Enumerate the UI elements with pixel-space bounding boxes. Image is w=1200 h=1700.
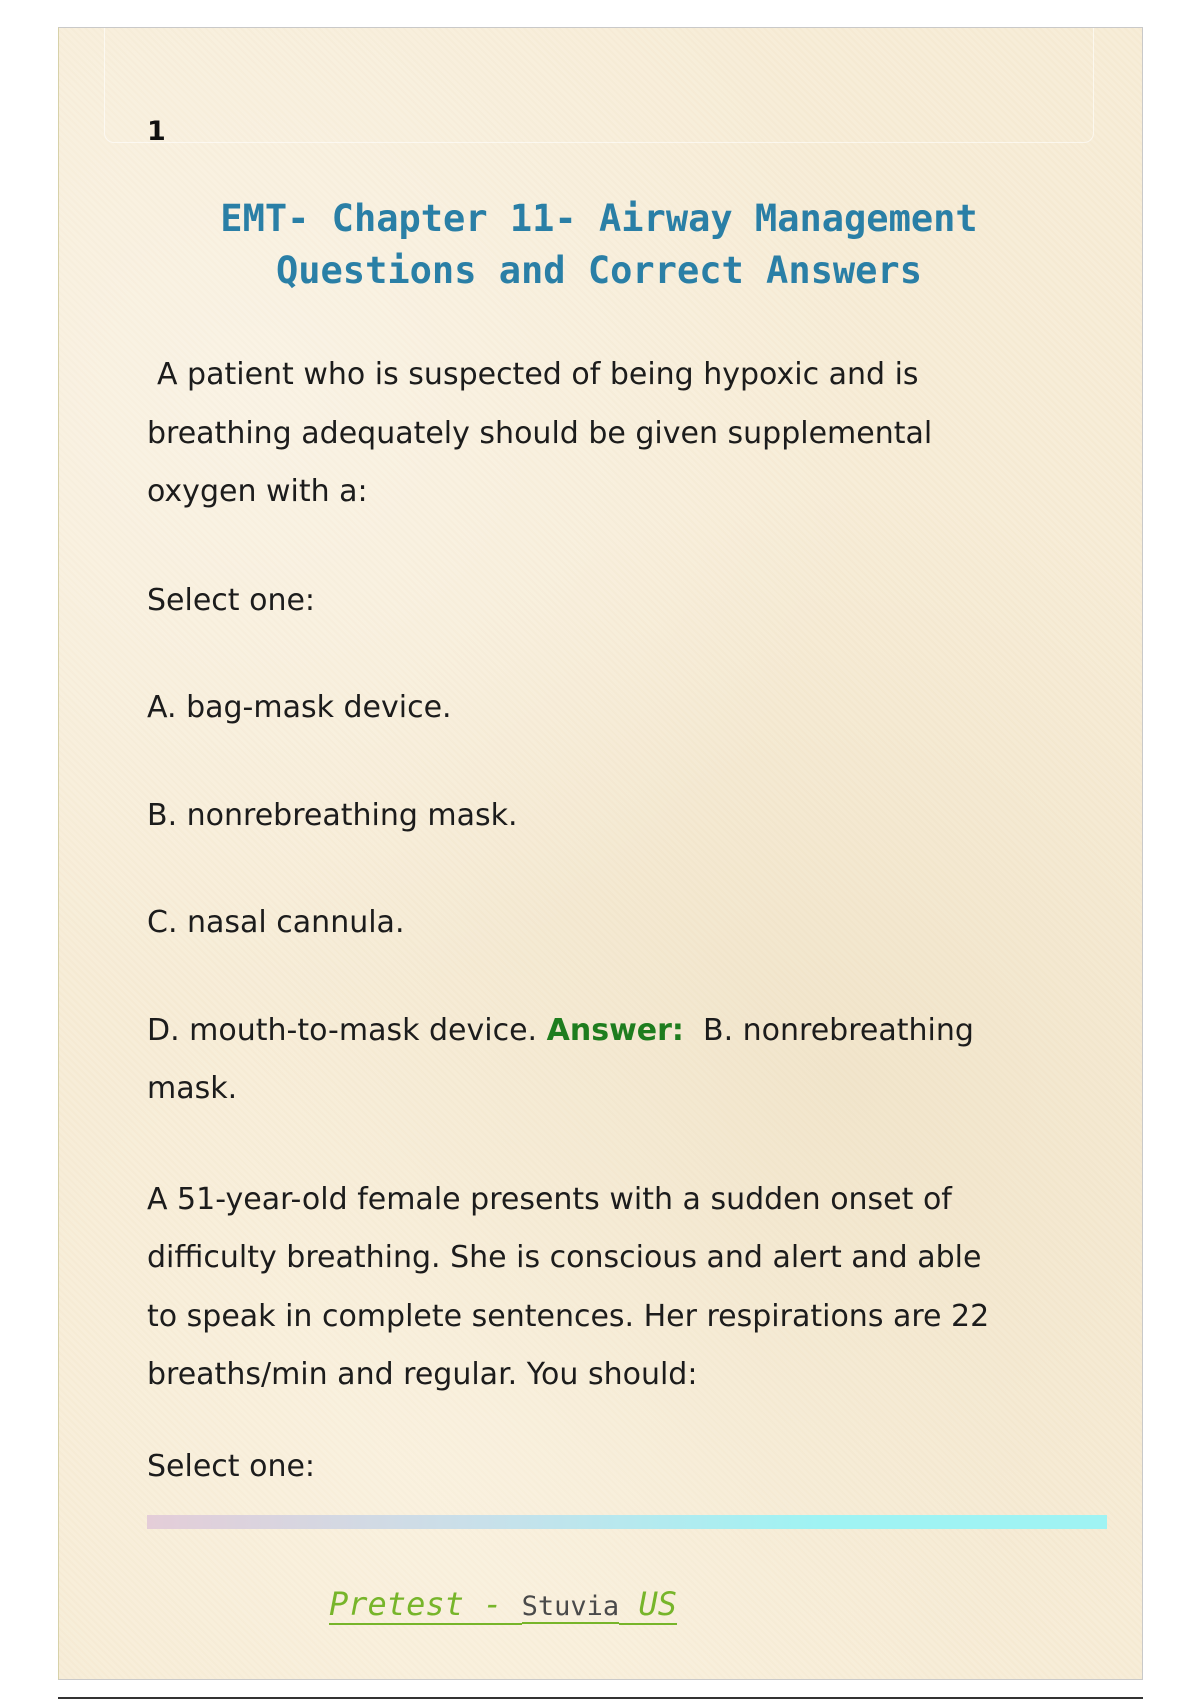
title-line-2: Questions and Correct Answers (275, 249, 922, 292)
answer-text-part-1: B. nonrebreathing (703, 1012, 974, 1048)
question-2-stem-line-3: to speak in complete sentences. Her respirations are 22 (147, 1298, 990, 1334)
question-1-option-c: C. nasal cannula. (147, 905, 405, 940)
footer (329, 1585, 677, 1623)
question-2-stem-line-4: breaths/min and regular. You should: (147, 1357, 698, 1392)
footer-link-us[interactable]: US (619, 1585, 677, 1623)
question-1-option-a: A. bag-mask device. (147, 690, 452, 725)
question-1-select-prompt: Select one: (147, 582, 316, 618)
question-1-stem-line-1: A patient who is suspected of being hypoxic and is (157, 357, 919, 392)
footer-link-pretest[interactable]: Pretest - (329, 1585, 522, 1623)
question-content (147, 346, 1107, 1496)
document-title (119, 193, 1079, 297)
question-1 (147, 346, 1107, 1119)
question-2-stem-line-2: difficulty breathing. She is conscious and alert and able (147, 1240, 982, 1275)
question-1-option-d: D. mouth-to-mask device. (147, 1012, 538, 1048)
document-page (58, 27, 1143, 1680)
question-2 (147, 1171, 1107, 1497)
question-1-option-b: B. nonrebreathing mask. (147, 797, 518, 833)
answer-text-part-2: mask. (147, 1071, 238, 1106)
answer-label: Answer: (546, 1012, 684, 1048)
question-1-option-d-line (147, 1002, 1107, 1061)
question-2-select-prompt: Select one: (147, 1448, 316, 1484)
question-1-stem-line-2: breathing adequately should be given supplemental (147, 415, 933, 451)
title-line-1: EMT- Chapter 11- Airway Management (220, 197, 978, 240)
footer-stuvia-text: Stuvia (521, 1591, 620, 1622)
question-2-stem-line-1: A 51-year-old female presents with a sudden onset of (147, 1181, 952, 1217)
page-bottom-rule (58, 1697, 1143, 1699)
page-number: 1 (147, 116, 166, 147)
header-frame (104, 28, 1094, 143)
question-1-stem-line-3: oxygen with a: (147, 474, 368, 509)
footer-divider-bar (147, 1515, 1107, 1529)
